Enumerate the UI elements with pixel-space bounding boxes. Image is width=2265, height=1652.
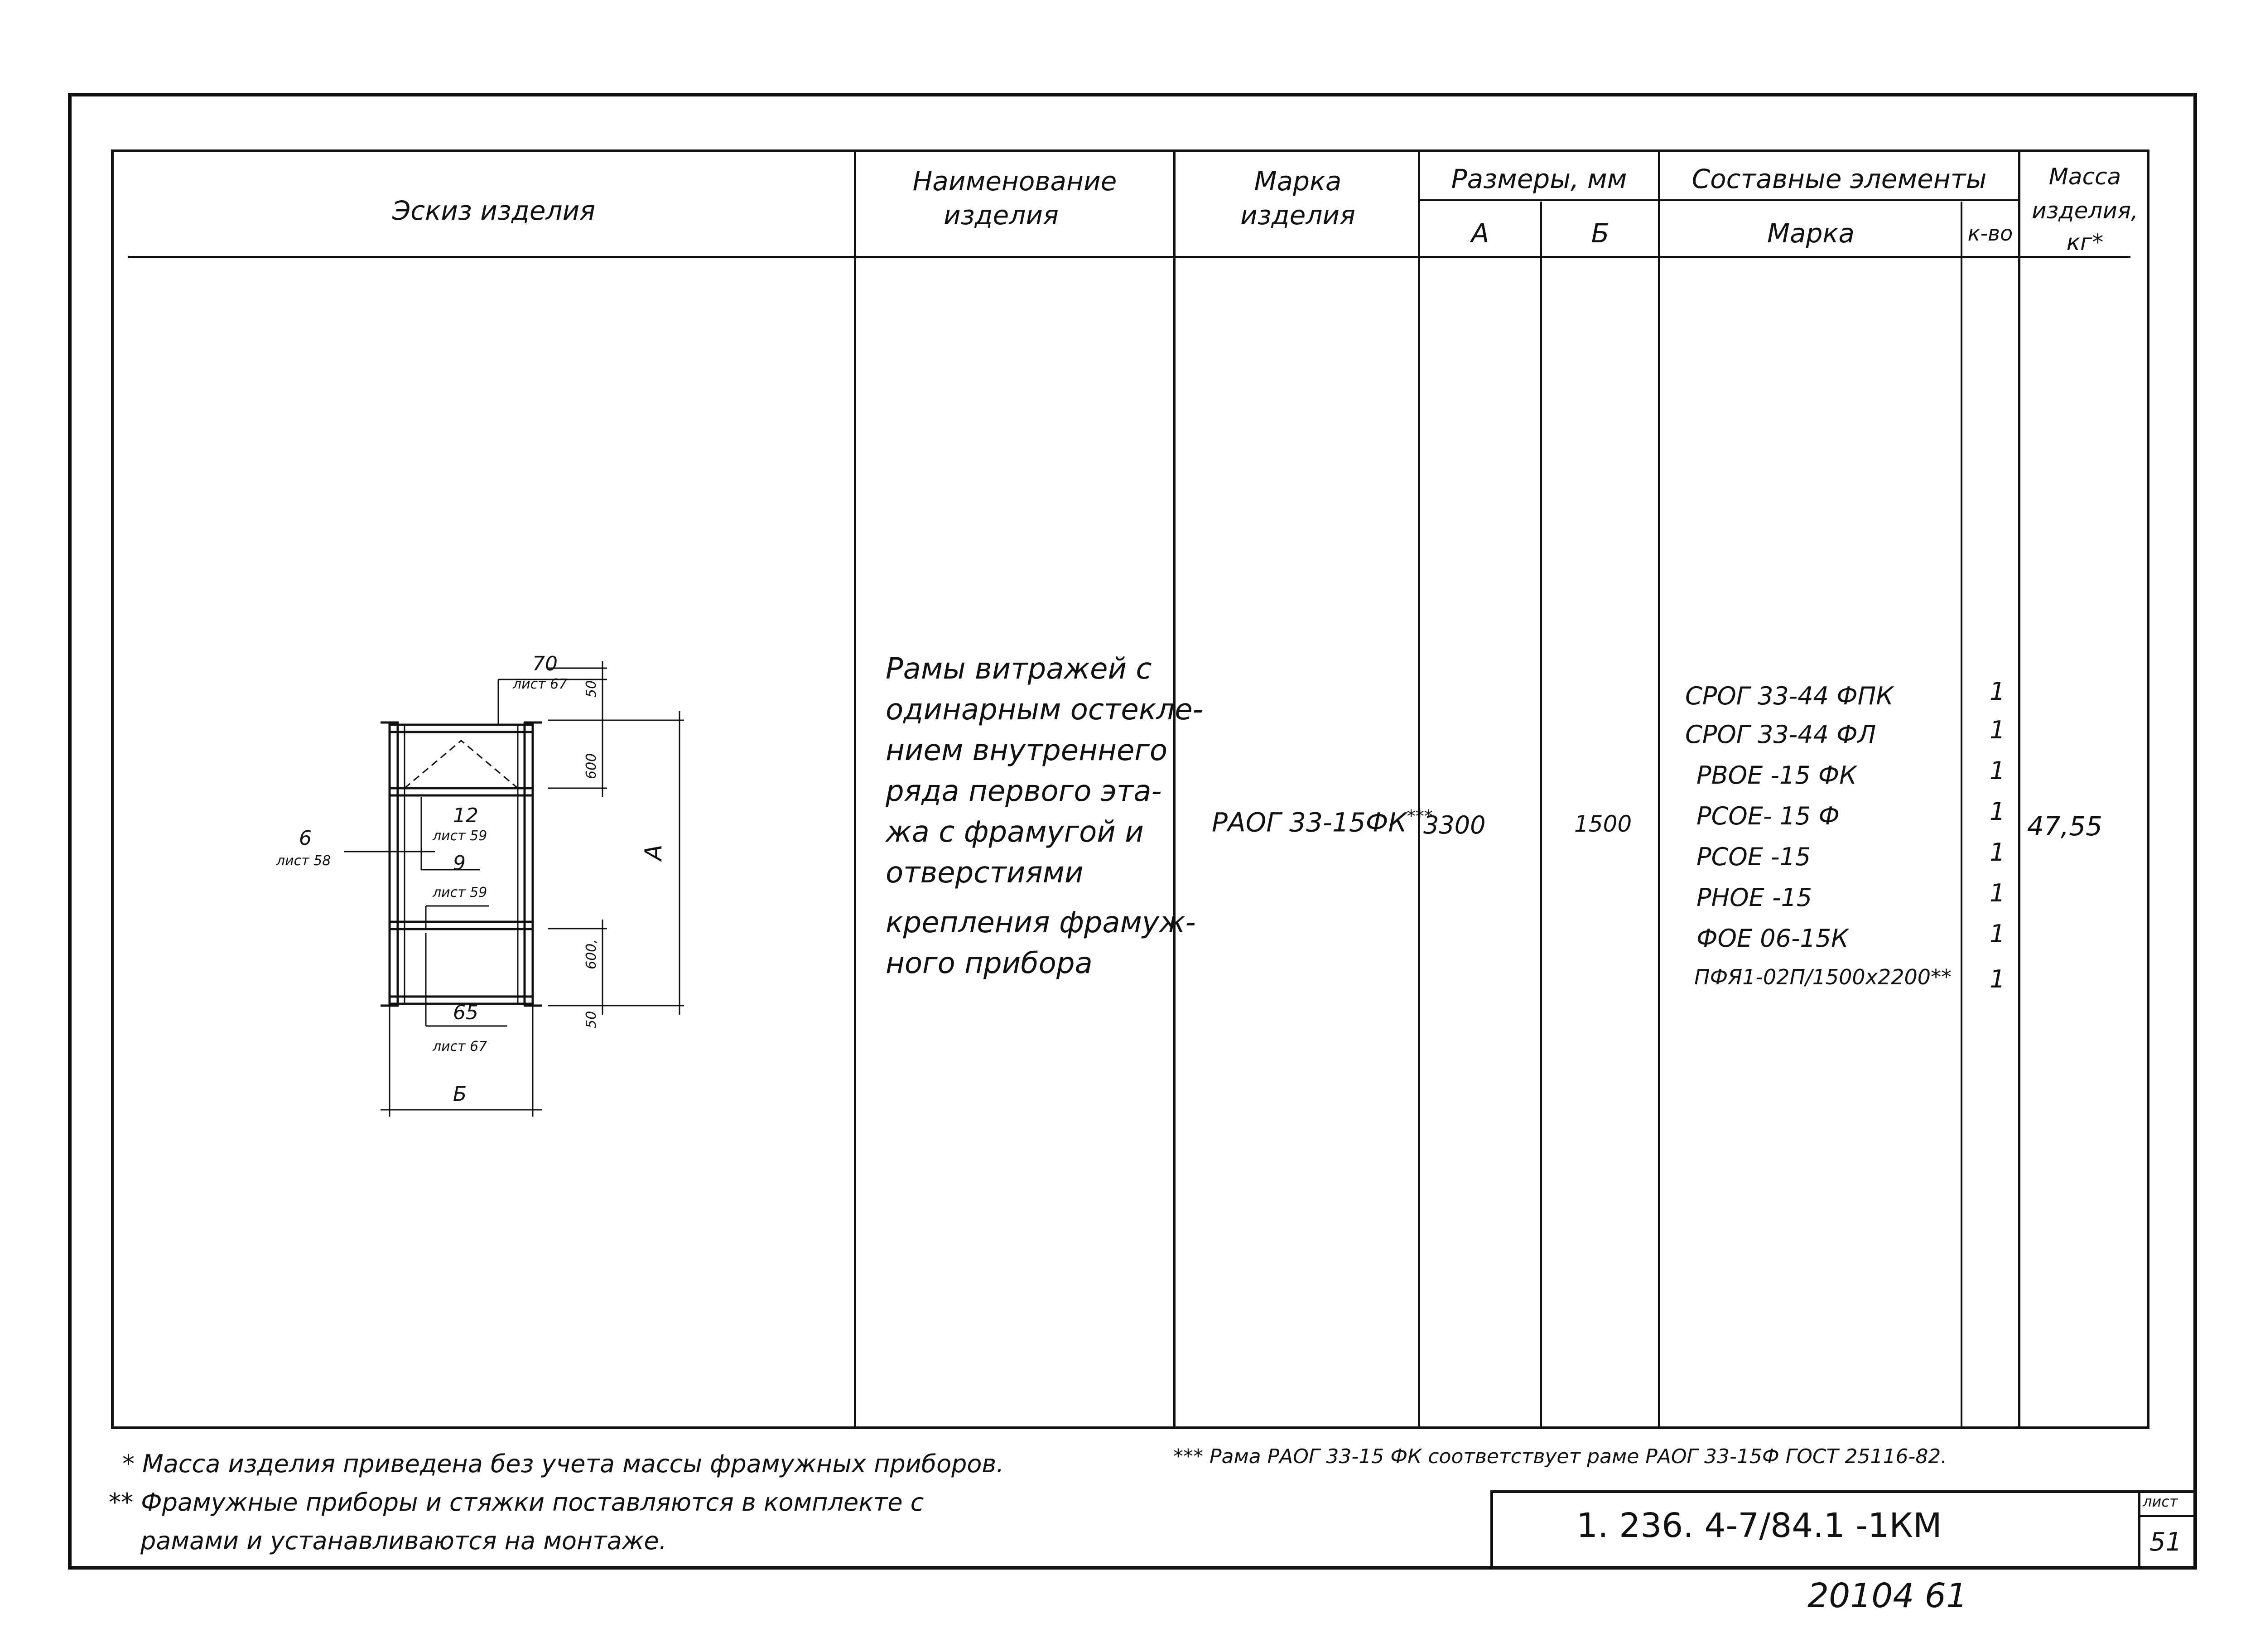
sketch-label: А — [640, 844, 667, 861]
sketch-label: 50 — [583, 680, 599, 698]
dim-a-value: 3300 — [1423, 811, 1486, 839]
header-el-qty: к-во — [1967, 221, 2013, 246]
product-mark-text: РАОГ 33-15ФК — [1212, 807, 1407, 838]
header-dim-b: Б — [1591, 218, 1610, 249]
frame-sketch — [254, 643, 752, 1132]
description-line: ного прибора — [886, 947, 1093, 980]
header-mass-2: изделия, — [2032, 197, 2138, 224]
component-qty: 1 — [1990, 716, 2005, 744]
description-line: одинарным остекле- — [886, 693, 1203, 727]
document-code: 1. 236. 4-7/84.1 -1КМ — [1576, 1506, 1942, 1545]
component-qty: 1 — [1990, 920, 2005, 948]
header-mark-2: изделия — [1240, 200, 1355, 231]
component-mark: СРОГ 33-44 ФПК — [1685, 682, 1894, 710]
sketch-label: 50 — [583, 1011, 599, 1028]
component-qty: 1 — [1990, 838, 2005, 867]
sketch-label: 9 — [453, 852, 466, 875]
component-mark: СРОГ 33-44 ФЛ — [1685, 720, 1876, 749]
sheet-label: лист — [2143, 1493, 2178, 1510]
mass-value: 47,55 — [2027, 811, 2103, 842]
note-delivery-1: ** Фрамужные приборы и стяжки поставляются в комплекте с — [109, 1488, 924, 1517]
subheader-line-dims — [1418, 199, 1660, 201]
col-line-1 — [854, 149, 856, 1429]
component-mark: ПФЯ1-02П/1500х2200** — [1694, 965, 1952, 989]
note-mass: * Масса изделия приведена без учета массы фрамужных приборов. — [122, 1450, 1004, 1478]
sketch-label: Б — [453, 1083, 467, 1106]
header-divider — [128, 256, 2130, 258]
footer-code: 20104 61 — [1807, 1576, 1968, 1615]
title-block-sheet-divider — [2138, 1515, 2197, 1517]
sketch-label: лист 67 — [433, 1039, 487, 1055]
col-line-7 — [2018, 149, 2020, 1429]
header-mark-1: Марка — [1254, 166, 1342, 197]
col-line-4 — [1540, 202, 1542, 1429]
title-block-divider — [2138, 1490, 2140, 1570]
component-qty: 1 — [1990, 879, 2005, 907]
header-sketch: Эскиз изделия — [392, 195, 596, 226]
component-mark: РВОЕ -15 ФК — [1696, 761, 1857, 790]
sketch-label: лист 59 — [433, 885, 487, 901]
col-line-2 — [1173, 149, 1176, 1429]
header-el-mark: Марка — [1767, 218, 1855, 249]
description-line: нием внутреннего — [886, 734, 1167, 767]
description-line: отверстиями — [886, 856, 1084, 890]
subheader-line-elements — [1658, 199, 2020, 201]
header-dim-a: А — [1471, 218, 1489, 249]
product-mark-sup: *** — [1407, 806, 1433, 826]
component-mark: РСОЕ -15 — [1696, 843, 1811, 871]
header-name-2: изделия — [944, 200, 1059, 231]
sketch-label: 600, — [583, 939, 599, 969]
sketch-label: 65 — [453, 1001, 478, 1024]
component-qty: 1 — [1990, 756, 2005, 785]
description-line: ряда первого эта- — [886, 775, 1162, 808]
component-qty: 1 — [1990, 965, 2005, 993]
sketch-label: лист 59 — [433, 828, 487, 844]
component-mark: ФОЕ 06-15К — [1696, 924, 1849, 953]
sketch-label: 6 — [299, 827, 312, 850]
col-line-6 — [1961, 202, 1962, 1429]
col-line-5 — [1658, 149, 1660, 1429]
component-mark: РНОЕ -15 — [1696, 883, 1812, 912]
description-line: жа с фрамугой и — [886, 815, 1144, 849]
sketch-label: 600 — [583, 753, 599, 779]
note-mark-correspondence: *** Рама РАОГ 33-15 ФК соответствует раме РАОГ 33-15Ф ГОСТ 25116-82. — [1173, 1445, 1947, 1468]
header-mass-3: кг* — [2066, 229, 2104, 255]
sketch-label: 70 — [532, 652, 558, 675]
sheet-number: 51 — [2149, 1527, 2182, 1557]
header-dims: Размеры, мм — [1451, 164, 1627, 194]
component-qty: 1 — [1990, 677, 2005, 706]
note-delivery-2: рамами и устанавливаются на монтаже. — [140, 1527, 667, 1555]
dim-b-value: 1500 — [1574, 811, 1632, 837]
header-elements: Составные элементы — [1692, 164, 1987, 194]
description-line: Рамы витражей с — [886, 652, 1152, 686]
sketch-label: лист 58 — [276, 853, 331, 869]
sketch-label: лист 67 — [513, 676, 568, 692]
description-line: крепления фрамуж- — [886, 906, 1196, 939]
component-qty: 1 — [1990, 797, 2005, 826]
sketch-label: 12 — [453, 804, 478, 827]
header-mass-1: Масса — [2048, 164, 2121, 190]
product-mark — [1212, 806, 1433, 838]
header-name-1: Наименование — [912, 166, 1117, 197]
col-line-3 — [1418, 149, 1420, 1429]
component-mark: РСОЕ- 15 Ф — [1696, 802, 1840, 830]
